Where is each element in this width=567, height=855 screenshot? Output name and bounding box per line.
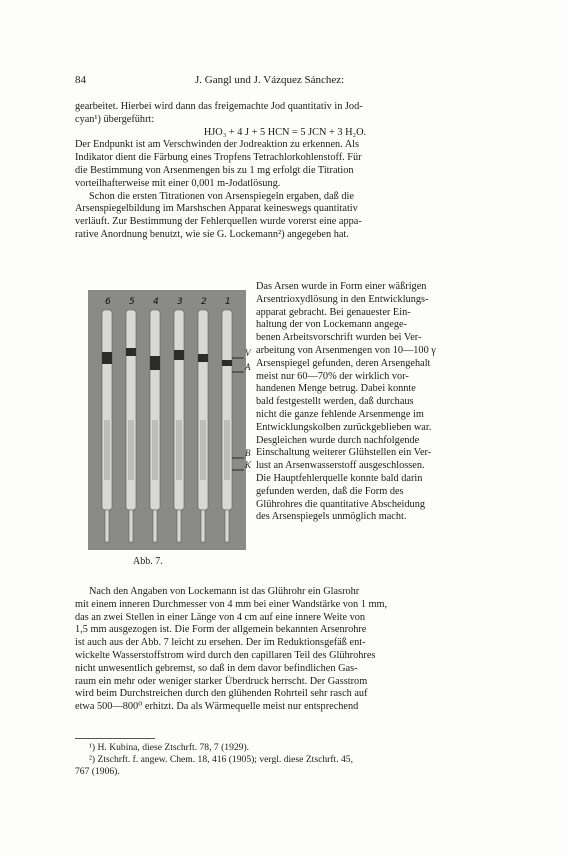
text-line: Arsentrioxydlösung in den Entwicklungs- [256, 293, 429, 305]
side-label-v: V [245, 348, 251, 358]
text-line: Arsenspiegel gefunden, deren Arsengehalt [256, 357, 431, 369]
text-line: Nach den Angaben von Lockemann ist das Glührohr ein Glasrohr [89, 586, 360, 597]
text-line: rative Anordnung benutzt, wie sie G. Lockemann²) angegeben hat. [75, 228, 349, 240]
tube-label: 1 [225, 297, 231, 307]
text-line: bald festgestellt werden, daß durchaus [256, 396, 414, 408]
text-line: haltung der von Lockemann angege- [256, 319, 407, 331]
text-line: mit einem inneren Durchmesser von 4 mm bei einer Wandstärke von 1 mm, [75, 598, 388, 610]
text-line: Einschaltung weiterer Glühstellen ein Ver- [256, 447, 432, 459]
wrapped-text-column [256, 281, 495, 524]
footnote: ²) Ztschrft. f. angew. Chem. 18, 416 (1905); vergl. diese Ztschrft. 45, [89, 754, 353, 765]
text-line: Der Endpunkt ist am Verschwinden der Jodreaktion zu erkennen. Als [75, 139, 360, 151]
tube-photograph [88, 290, 246, 550]
text-line: des Arsenspiegels unmöglich macht. [256, 511, 407, 523]
figure-caption: Abb. 7. [133, 556, 163, 567]
footnote-continuation: 767 (1906). [75, 766, 120, 777]
text-line: Entwicklungskolben zurückgeblieben war. [256, 421, 432, 433]
text-line: 1,5 mm ausgezogen ist. Die Form der allgemein bekannten Arsenrohre [75, 624, 367, 636]
page-number: 84 [75, 74, 86, 86]
side-label-b: B [245, 448, 251, 458]
text-line: die Bestimmung von Arsenmengen bis zu 1 mg erfolgt die Titration [75, 164, 354, 176]
footnotes [75, 742, 495, 778]
top-text-block [75, 101, 495, 242]
text-line: arbeitung von Arsenmengen von 10—100 γ [256, 344, 436, 356]
text-line: etwa 500—800⁰ erhitzt. Da als Wärmequelle meist nur entsprechend [75, 701, 359, 713]
text-line: Indikator dient die Färbung eines Tropfens Tetrachlorkohlenstoff. Für [75, 152, 362, 164]
figure-photo-tubes [88, 290, 246, 550]
text-line: meist nur 60—70% der wirklich vor- [256, 370, 409, 382]
text-line: wird beim Durchstreichen durch den glühenden Rohrteil sehr rasch auf [75, 688, 368, 700]
tube-label: 6 [105, 297, 111, 307]
tube-label: 4 [153, 297, 159, 307]
footnote-rule [75, 738, 155, 739]
text-line: Arsenspiegelbildung im Marshschen Apparat keineswegs quantitativ [75, 203, 358, 215]
footnote: ¹) H. Kubina, diese Ztschrft. 78, 7 (1929). [89, 742, 250, 753]
text-line: verläuft. Zur Bestimmung der Fehlerquellen wurde vorerst eine appa- [75, 216, 362, 228]
text-line: benen Arbeitsvorschrift wurden bei Ver- [256, 332, 422, 344]
side-label-a: A [245, 362, 251, 372]
chemical-equation: HJO₃ + 4 J + 5 HCN = 5 JCN + 3 H₂O. [203, 126, 367, 138]
text-line: Desgleichen wurde durch nachfolgende [256, 434, 420, 446]
text-line: ist auch aus der Abb. 7 leicht zu ersehen. Der im Reduktionsgefäß ent- [75, 637, 366, 649]
tube-label: 3 [177, 297, 183, 307]
text-line: nicht die ganze fehlende Arsenmenge im [256, 408, 424, 420]
tube-label: 5 [129, 297, 135, 307]
text-line: wickelte Wasserstoffstrom wird durch den capillaren Teil des Glührohres [75, 649, 376, 661]
side-label-k: K [245, 460, 252, 470]
text-line: Schon die ersten Titrationen von Arsenspiegeln ergaben, daß die [89, 190, 354, 202]
text-line: Glührohres die quantitative Abscheidung [256, 498, 426, 510]
text-line: apparat gebracht. Bei genauester Ein- [256, 306, 411, 318]
text-line: handenen Menge betrug. Dabei konnte [256, 383, 416, 395]
text-line: cyan¹) übergeführt: [75, 113, 155, 125]
running-head: J. Gangl und J. Vázquez Sánchez: [195, 74, 345, 86]
text-line: Die Hauptfehlerquelle konnte bald darin [256, 472, 423, 484]
text-line: gearbeitet. Hierbei wird dann das freigemachte Jod quantitativ in Jod- [75, 101, 363, 112]
text-line: lust an Arsenwasserstoff ausgeschlossen. [256, 460, 425, 472]
bottom-text-block [75, 586, 495, 714]
text-line: Das Arsen wurde in Form einer wäßrigen [256, 281, 427, 292]
text-line: raum ein mehr oder weniger starker Überdruck herrscht. Der Gasstrom [75, 675, 368, 687]
tube-label: 2 [201, 297, 207, 307]
text-line: gefunden werden, daß die Form des [256, 485, 404, 497]
text-line: das an zwei Stellen in einer Länge von 4 cm auf eine innere Weite von [75, 611, 366, 623]
text-line: nicht unwesentlich gebremst, so daß in dem davor befindlichen Gas- [75, 662, 358, 674]
text-line: vorteilhafterweise mit einer 0,001 m-Jodatlösung. [75, 177, 281, 189]
